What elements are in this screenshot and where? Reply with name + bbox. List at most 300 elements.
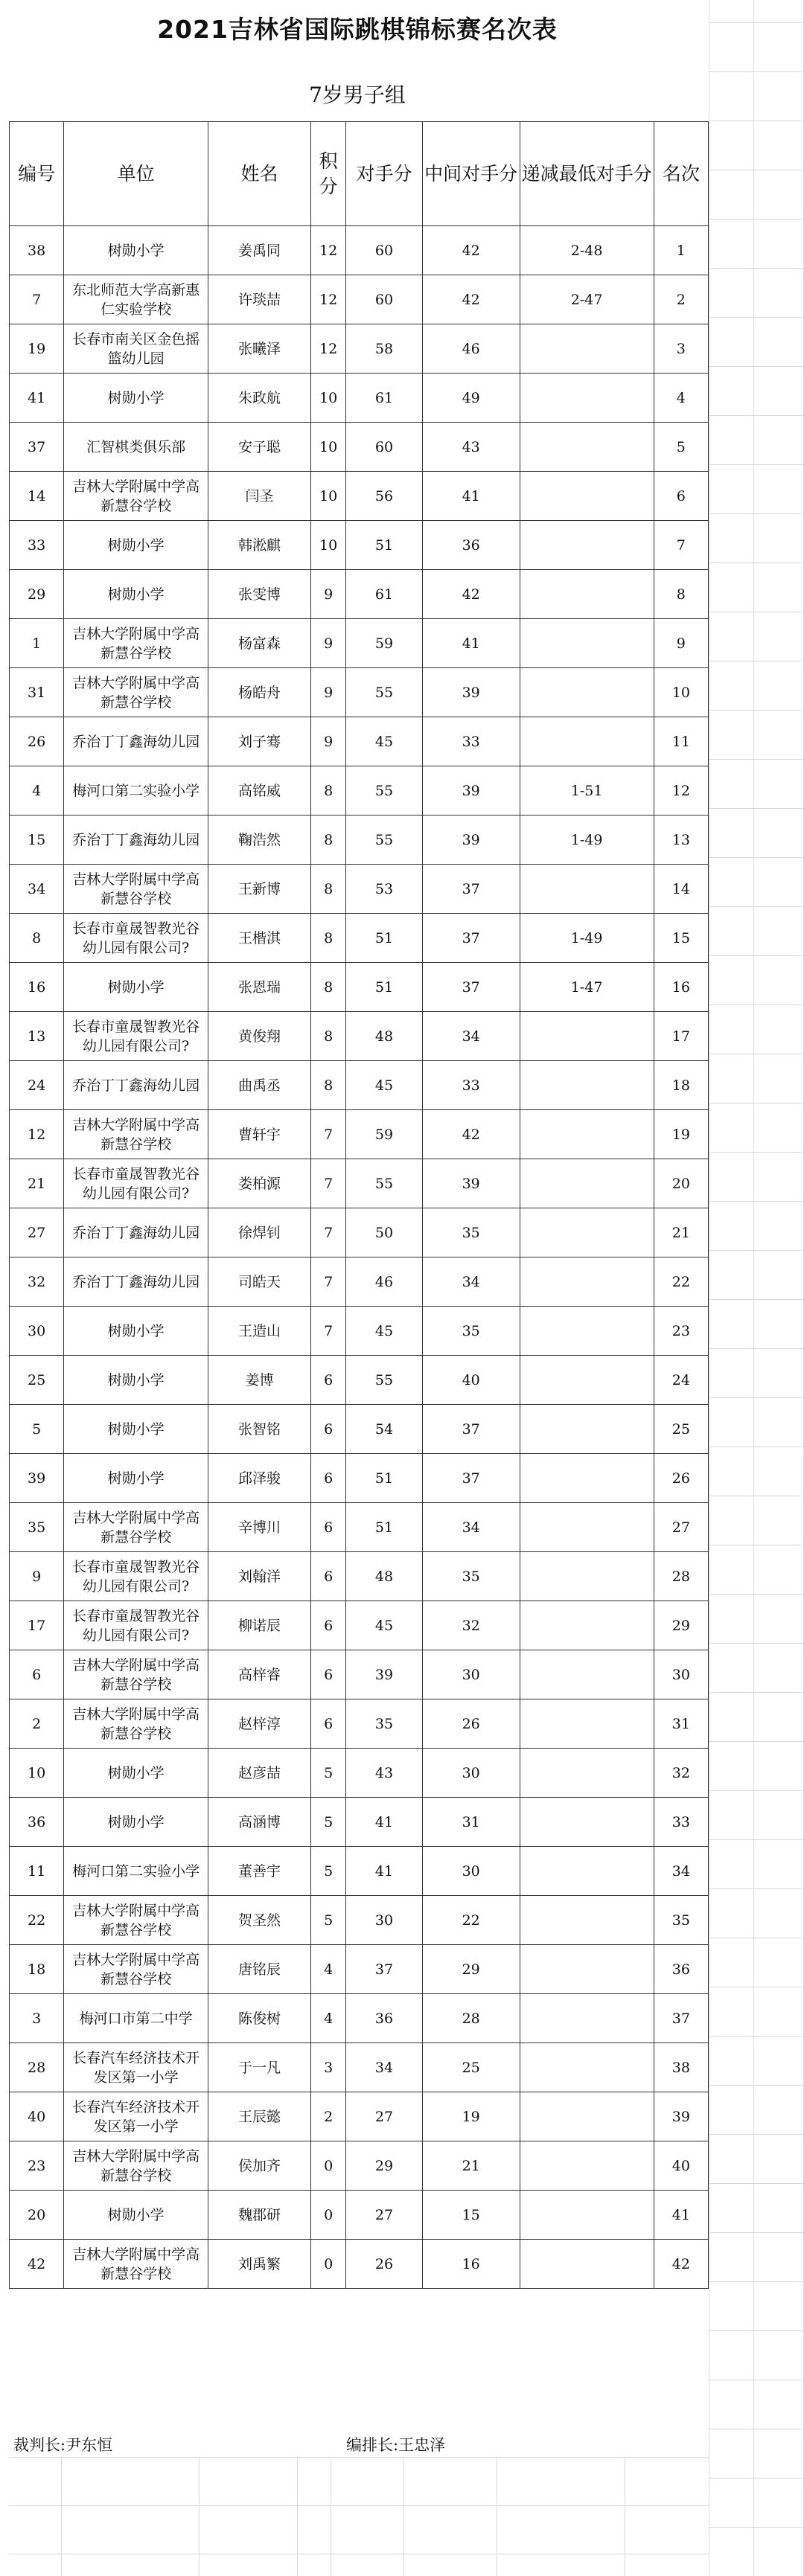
cell-unit-text: 梅河口市第二中学 bbox=[79, 2010, 193, 2027]
cell-unit-text: 长春市童晟智教光谷幼儿园有限公司? bbox=[72, 1018, 200, 1054]
cell-rank: 1 bbox=[654, 226, 708, 275]
cell-median-opponent-score: 31 bbox=[422, 1798, 520, 1847]
cell-cut-lowest-opponent-score bbox=[520, 1601, 654, 1650]
cell-number: 10 bbox=[10, 1749, 64, 1798]
cell-median-opponent-score: 36 bbox=[422, 521, 520, 570]
cell-unit bbox=[64, 1798, 208, 1847]
cell-median-opponent-score: 33 bbox=[422, 1061, 520, 1110]
cell-cut-lowest-opponent-score bbox=[520, 1159, 654, 1208]
cell-name: 侯加齐 bbox=[208, 2141, 310, 2191]
col-header-opponent-score: 对手分 bbox=[346, 122, 423, 226]
cell-name: 姜博 bbox=[208, 1356, 310, 1405]
col-header-name: 姓名 bbox=[208, 122, 310, 226]
cell-points: 8 bbox=[311, 766, 346, 816]
cell-cut-lowest-opponent-score bbox=[520, 668, 654, 717]
cell-points: 5 bbox=[311, 1749, 346, 1798]
cell-median-opponent-score: 49 bbox=[422, 374, 520, 423]
cell-cut-lowest-opponent-score bbox=[520, 521, 654, 570]
cell-cut-lowest-opponent-score bbox=[520, 2043, 654, 2092]
cell-rank: 15 bbox=[654, 914, 708, 963]
cell-opponent-score: 27 bbox=[346, 2092, 423, 2141]
cell-opponent-score: 41 bbox=[346, 1798, 423, 1847]
results-table bbox=[9, 121, 709, 2289]
cell-unit bbox=[64, 1650, 208, 1699]
cell-cut-lowest-opponent-score bbox=[520, 1896, 654, 1945]
table-row bbox=[10, 1307, 709, 1356]
table-row bbox=[10, 521, 709, 570]
cell-number: 9 bbox=[10, 1552, 64, 1601]
cell-unit-text: 长春市童晟智教光谷幼儿园有限公司? bbox=[72, 1165, 200, 1202]
cell-cut-lowest-opponent-score bbox=[520, 1650, 654, 1699]
cell-unit-text: 吉林大学附属中学高新慧谷学校 bbox=[72, 1656, 200, 1693]
cell-opponent-score: 48 bbox=[346, 1012, 423, 1061]
cell-cut-lowest-opponent-score bbox=[520, 1307, 654, 1356]
cell-median-opponent-score: 41 bbox=[422, 472, 520, 521]
cell-rank: 3 bbox=[654, 324, 708, 374]
cell-name: 曲禹丞 bbox=[208, 1061, 310, 1110]
cell-median-opponent-score: 21 bbox=[422, 2141, 520, 2191]
cell-median-opponent-score: 26 bbox=[422, 1699, 520, 1749]
cell-opponent-score: 50 bbox=[346, 1208, 423, 1257]
cell-cut-lowest-opponent-score bbox=[520, 1699, 654, 1749]
cell-opponent-score: 45 bbox=[346, 1307, 423, 1356]
cell-unit bbox=[64, 1061, 208, 1110]
cell-points: 2 bbox=[311, 2092, 346, 2141]
cell-number: 30 bbox=[10, 1307, 64, 1356]
cell-number: 39 bbox=[10, 1454, 64, 1503]
table-row bbox=[10, 1699, 709, 1749]
cell-median-opponent-score: 30 bbox=[422, 1749, 520, 1798]
cell-name: 许琰喆 bbox=[208, 275, 310, 324]
cell-points: 6 bbox=[311, 1650, 346, 1699]
cell-opponent-score: 59 bbox=[346, 619, 423, 668]
cell-opponent-score: 54 bbox=[346, 1405, 423, 1454]
cell-median-opponent-score: 43 bbox=[422, 423, 520, 472]
cell-cut-lowest-opponent-score bbox=[520, 423, 654, 472]
cell-median-opponent-score: 46 bbox=[422, 324, 520, 374]
cell-name: 张曦泽 bbox=[208, 324, 310, 374]
page-title: 2021吉林省国际跳棋锦标赛名次表 bbox=[157, 15, 558, 44]
cell-rank: 4 bbox=[654, 374, 708, 423]
cell-unit-text: 吉林大学附属中学高新慧谷学校 bbox=[72, 1902, 200, 1938]
cell-points: 8 bbox=[311, 865, 346, 914]
cell-unit-text: 吉林大学附属中学高新慧谷学校 bbox=[72, 1116, 200, 1153]
cell-rank: 20 bbox=[654, 1159, 708, 1208]
cell-name: 辛博川 bbox=[208, 1503, 310, 1552]
cell-unit bbox=[64, 2043, 208, 2092]
cell-cut-lowest-opponent-score: 1-49 bbox=[520, 816, 654, 865]
cell-unit bbox=[64, 914, 208, 963]
cell-rank: 25 bbox=[654, 1405, 708, 1454]
cell-points: 8 bbox=[311, 816, 346, 865]
cell-unit-text: 树勋小学 bbox=[107, 586, 165, 603]
cell-number: 18 bbox=[10, 1945, 64, 1994]
cell-number: 38 bbox=[10, 226, 64, 275]
cell-number: 15 bbox=[10, 816, 64, 865]
cell-points: 8 bbox=[311, 963, 346, 1012]
cell-number: 11 bbox=[10, 1847, 64, 1896]
col-header-cut-lowest-opponent-score: 递减最低对手分 bbox=[520, 122, 654, 226]
cell-median-opponent-score: 28 bbox=[422, 1994, 520, 2043]
cell-rank: 31 bbox=[654, 1699, 708, 1749]
table-row bbox=[10, 226, 709, 275]
cell-median-opponent-score: 37 bbox=[422, 963, 520, 1012]
cell-unit bbox=[64, 1945, 208, 1994]
cell-opponent-score: 37 bbox=[346, 1945, 423, 1994]
cell-cut-lowest-opponent-score bbox=[520, 1405, 654, 1454]
cell-cut-lowest-opponent-score bbox=[520, 2141, 654, 2191]
cell-median-opponent-score: 37 bbox=[422, 914, 520, 963]
col-header-unit: 单位 bbox=[64, 122, 208, 226]
cell-unit bbox=[64, 1208, 208, 1257]
cell-rank: 23 bbox=[654, 1307, 708, 1356]
cell-unit bbox=[64, 1356, 208, 1405]
cell-median-opponent-score: 35 bbox=[422, 1552, 520, 1601]
cell-points: 0 bbox=[311, 2240, 346, 2289]
cell-number: 13 bbox=[10, 1012, 64, 1061]
cell-points: 7 bbox=[311, 1159, 346, 1208]
cell-name: 姜禹同 bbox=[208, 226, 310, 275]
table-row bbox=[10, 865, 709, 914]
cell-unit bbox=[64, 1307, 208, 1356]
cell-number: 22 bbox=[10, 1896, 64, 1945]
table-row bbox=[10, 816, 709, 865]
cell-unit-text: 乔治丁丁鑫海幼儿园 bbox=[72, 733, 200, 750]
cell-opponent-score: 51 bbox=[346, 963, 423, 1012]
cell-unit bbox=[64, 1601, 208, 1650]
cell-opponent-score: 61 bbox=[346, 374, 423, 423]
cell-cut-lowest-opponent-score bbox=[520, 2240, 654, 2289]
cell-number: 23 bbox=[10, 2141, 64, 2191]
cell-number: 41 bbox=[10, 374, 64, 423]
cell-cut-lowest-opponent-score bbox=[520, 1503, 654, 1552]
table-row bbox=[10, 766, 709, 816]
cell-rank: 19 bbox=[654, 1110, 708, 1159]
cell-median-opponent-score: 15 bbox=[422, 2191, 520, 2240]
col-header-rank: 名次 bbox=[654, 122, 708, 226]
cell-unit-text: 树勋小学 bbox=[107, 978, 165, 996]
cell-name: 曹轩宇 bbox=[208, 1110, 310, 1159]
header-row bbox=[10, 122, 709, 226]
cell-number: 14 bbox=[10, 472, 64, 521]
cell-median-opponent-score: 40 bbox=[422, 1356, 520, 1405]
cell-points: 7 bbox=[311, 1208, 346, 1257]
col-header-number: 编号 bbox=[10, 122, 64, 226]
cell-opponent-score: 60 bbox=[346, 226, 423, 275]
referee-label: 裁判长:尹东恒 bbox=[13, 2436, 113, 2454]
cell-number: 19 bbox=[10, 324, 64, 374]
cell-number: 32 bbox=[10, 1257, 64, 1307]
cell-median-opponent-score: 32 bbox=[422, 1601, 520, 1650]
cell-unit bbox=[64, 1110, 208, 1159]
cell-opponent-score: 27 bbox=[346, 2191, 423, 2240]
cell-opponent-score: 45 bbox=[346, 1061, 423, 1110]
cell-rank: 28 bbox=[654, 1552, 708, 1601]
cell-unit-text: 树勋小学 bbox=[107, 1322, 165, 1339]
cell-unit-text: 长春市南关区金色摇篮幼儿园 bbox=[72, 330, 200, 367]
cell-number: 5 bbox=[10, 1405, 64, 1454]
cell-median-opponent-score: 19 bbox=[422, 2092, 520, 2141]
cell-name: 黄俊翔 bbox=[208, 1012, 310, 1061]
table-row bbox=[10, 1650, 709, 1699]
table-row bbox=[10, 717, 709, 766]
cell-unit bbox=[64, 1552, 208, 1601]
cell-number: 34 bbox=[10, 865, 64, 914]
cell-cut-lowest-opponent-score bbox=[520, 1012, 654, 1061]
cell-number: 8 bbox=[10, 914, 64, 963]
cell-name: 张恩瑞 bbox=[208, 963, 310, 1012]
cell-points: 9 bbox=[311, 570, 346, 619]
arranger-label: 编排长:王忠泽 bbox=[346, 2436, 446, 2454]
cell-number: 26 bbox=[10, 717, 64, 766]
cell-rank: 38 bbox=[654, 2043, 708, 2092]
table-row bbox=[10, 1994, 709, 2043]
cell-name: 朱政航 bbox=[208, 374, 310, 423]
cell-rank: 32 bbox=[654, 1749, 708, 1798]
cell-cut-lowest-opponent-score bbox=[520, 570, 654, 619]
cell-number: 4 bbox=[10, 766, 64, 816]
cell-name: 董善宇 bbox=[208, 1847, 310, 1896]
cell-unit bbox=[64, 1257, 208, 1307]
cell-median-opponent-score: 30 bbox=[422, 1650, 520, 1699]
table-row bbox=[10, 1945, 709, 1994]
cell-name: 贺圣然 bbox=[208, 1896, 310, 1945]
cell-number: 31 bbox=[10, 668, 64, 717]
cell-opponent-score: 61 bbox=[346, 570, 423, 619]
cell-median-opponent-score: 35 bbox=[422, 1208, 520, 1257]
table-row bbox=[10, 668, 709, 717]
table-row bbox=[10, 1012, 709, 1061]
cell-opponent-score: 39 bbox=[346, 1650, 423, 1699]
cell-unit-text: 梅河口第二实验小学 bbox=[72, 782, 200, 799]
cell-unit-text: 梅河口第二实验小学 bbox=[72, 1862, 200, 1880]
cell-opponent-score: 30 bbox=[346, 1896, 423, 1945]
cell-points: 6 bbox=[311, 1552, 346, 1601]
cell-cut-lowest-opponent-score bbox=[520, 1994, 654, 2043]
cell-name: 刘翰洋 bbox=[208, 1552, 310, 1601]
cell-rank: 11 bbox=[654, 717, 708, 766]
table-row bbox=[10, 1110, 709, 1159]
cell-rank: 10 bbox=[654, 668, 708, 717]
cell-unit bbox=[64, 226, 208, 275]
cell-points: 9 bbox=[311, 668, 346, 717]
table-row bbox=[10, 472, 709, 521]
cell-cut-lowest-opponent-score bbox=[520, 1356, 654, 1405]
cell-number: 29 bbox=[10, 570, 64, 619]
cell-unit-text: 长春汽车经济技术开发区第一小学 bbox=[72, 2098, 200, 2135]
cell-rank: 29 bbox=[654, 1601, 708, 1650]
cell-points: 6 bbox=[311, 1699, 346, 1749]
table-row bbox=[10, 1749, 709, 1798]
cell-unit bbox=[64, 668, 208, 717]
table-row bbox=[10, 1503, 709, 1552]
cell-unit bbox=[64, 816, 208, 865]
cell-name: 魏郡研 bbox=[208, 2191, 310, 2240]
cell-name: 鞠浩然 bbox=[208, 816, 310, 865]
cell-rank: 35 bbox=[654, 1896, 708, 1945]
cell-opponent-score: 55 bbox=[346, 1159, 423, 1208]
cell-cut-lowest-opponent-score bbox=[520, 1749, 654, 1798]
cell-name: 刘禹繁 bbox=[208, 2240, 310, 2289]
cell-median-opponent-score: 16 bbox=[422, 2240, 520, 2289]
cell-median-opponent-score: 33 bbox=[422, 717, 520, 766]
cell-opponent-score: 45 bbox=[346, 1601, 423, 1650]
cell-name: 赵彦喆 bbox=[208, 1749, 310, 1798]
cell-unit-text: 乔治丁丁鑫海幼儿园 bbox=[72, 1273, 200, 1290]
cell-unit bbox=[64, 717, 208, 766]
cell-name: 刘子骞 bbox=[208, 717, 310, 766]
cell-opponent-score: 26 bbox=[346, 2240, 423, 2289]
cell-number: 25 bbox=[10, 1356, 64, 1405]
table-row bbox=[10, 2191, 709, 2240]
table-row bbox=[10, 2141, 709, 2191]
cell-opponent-score: 56 bbox=[346, 472, 423, 521]
cell-unit bbox=[64, 865, 208, 914]
cell-points: 10 bbox=[311, 374, 346, 423]
cell-points: 12 bbox=[311, 324, 346, 374]
table-row bbox=[10, 1208, 709, 1257]
cell-rank: 12 bbox=[654, 766, 708, 816]
results-body bbox=[10, 226, 709, 2289]
cell-points: 9 bbox=[311, 619, 346, 668]
cell-number: 24 bbox=[10, 1061, 64, 1110]
cell-points: 5 bbox=[311, 1847, 346, 1896]
table-row bbox=[10, 619, 709, 668]
cell-cut-lowest-opponent-score bbox=[520, 1454, 654, 1503]
cell-unit-text: 乔治丁丁鑫海幼儿园 bbox=[72, 831, 200, 848]
cell-opponent-score: 58 bbox=[346, 324, 423, 374]
cell-points: 6 bbox=[311, 1503, 346, 1552]
cell-number: 37 bbox=[10, 423, 64, 472]
cell-cut-lowest-opponent-score bbox=[520, 374, 654, 423]
cell-cut-lowest-opponent-score bbox=[520, 1552, 654, 1601]
cell-points: 8 bbox=[311, 1012, 346, 1061]
cell-unit bbox=[64, 2092, 208, 2141]
cell-rank: 34 bbox=[654, 1847, 708, 1896]
cell-rank: 22 bbox=[654, 1257, 708, 1307]
cell-median-opponent-score: 37 bbox=[422, 1454, 520, 1503]
cell-median-opponent-score: 34 bbox=[422, 1012, 520, 1061]
table-row bbox=[10, 1257, 709, 1307]
cell-unit bbox=[64, 521, 208, 570]
cell-points: 8 bbox=[311, 914, 346, 963]
table-row bbox=[10, 1356, 709, 1405]
cell-points: 4 bbox=[311, 1945, 346, 1994]
cell-median-opponent-score: 22 bbox=[422, 1896, 520, 1945]
table-row bbox=[10, 914, 709, 963]
table-row bbox=[10, 2092, 709, 2141]
cell-name: 司皓天 bbox=[208, 1257, 310, 1307]
cell-unit-text: 长春汽车经济技术开发区第一小学 bbox=[72, 2049, 200, 2086]
cell-name: 柳诺辰 bbox=[208, 1601, 310, 1650]
cell-rank: 39 bbox=[654, 2092, 708, 2141]
cell-unit bbox=[64, 766, 208, 816]
cell-unit bbox=[64, 1012, 208, 1061]
cell-points: 12 bbox=[311, 226, 346, 275]
cell-rank: 26 bbox=[654, 1454, 708, 1503]
table-row bbox=[10, 1798, 709, 1847]
cell-name: 高梓睿 bbox=[208, 1650, 310, 1699]
cell-unit-text: 树勋小学 bbox=[107, 536, 165, 554]
cell-name: 赵梓淳 bbox=[208, 1699, 310, 1749]
cell-opponent-score: 45 bbox=[346, 717, 423, 766]
cell-opponent-score: 46 bbox=[346, 1257, 423, 1307]
cell-name: 娄柏源 bbox=[208, 1159, 310, 1208]
cell-number: 17 bbox=[10, 1601, 64, 1650]
cell-name: 韩淞麒 bbox=[208, 521, 310, 570]
cell-name: 徐焊钊 bbox=[208, 1208, 310, 1257]
cell-unit bbox=[64, 570, 208, 619]
cell-points: 3 bbox=[311, 2043, 346, 2092]
cell-cut-lowest-opponent-score: 1-51 bbox=[520, 766, 654, 816]
cell-points: 6 bbox=[311, 1454, 346, 1503]
cell-opponent-score: 41 bbox=[346, 1847, 423, 1896]
cell-median-opponent-score: 37 bbox=[422, 1405, 520, 1454]
cell-unit bbox=[64, 2240, 208, 2289]
cell-cut-lowest-opponent-score: 1-49 bbox=[520, 914, 654, 963]
cell-unit-text: 吉林大学附属中学高新慧谷学校 bbox=[72, 2246, 200, 2282]
cell-median-opponent-score: 34 bbox=[422, 1257, 520, 1307]
cell-rank: 40 bbox=[654, 2141, 708, 2191]
cell-median-opponent-score: 37 bbox=[422, 865, 520, 914]
spreadsheet-grid bbox=[709, 0, 804, 2576]
cell-cut-lowest-opponent-score bbox=[520, 1847, 654, 1896]
cell-number: 7 bbox=[10, 275, 64, 324]
cell-rank: 2 bbox=[654, 275, 708, 324]
cell-median-opponent-score: 42 bbox=[422, 275, 520, 324]
table-row bbox=[10, 374, 709, 423]
cell-median-opponent-score: 42 bbox=[422, 570, 520, 619]
cell-cut-lowest-opponent-score bbox=[520, 865, 654, 914]
cell-unit bbox=[64, 2141, 208, 2191]
table-row bbox=[10, 1405, 709, 1454]
cell-number: 1 bbox=[10, 619, 64, 668]
cell-opponent-score: 55 bbox=[346, 766, 423, 816]
cell-unit bbox=[64, 2191, 208, 2240]
cell-cut-lowest-opponent-score bbox=[520, 324, 654, 374]
cell-unit bbox=[64, 472, 208, 521]
cell-unit-text: 吉林大学附属中学高新慧谷学校 bbox=[72, 625, 200, 661]
cell-number: 27 bbox=[10, 1208, 64, 1257]
cell-unit-text: 长春市童晟智教光谷幼儿园有限公司? bbox=[72, 920, 200, 956]
cell-opponent-score: 55 bbox=[346, 668, 423, 717]
cell-opponent-score: 53 bbox=[346, 865, 423, 914]
cell-number: 28 bbox=[10, 2043, 64, 2092]
cell-number: 2 bbox=[10, 1699, 64, 1749]
cell-cut-lowest-opponent-score: 1-47 bbox=[520, 963, 654, 1012]
cell-cut-lowest-opponent-score bbox=[520, 1257, 654, 1307]
table-row bbox=[10, 1847, 709, 1896]
cell-points: 6 bbox=[311, 1601, 346, 1650]
cell-unit bbox=[64, 1847, 208, 1896]
cell-unit-text: 吉林大学附属中学高新慧谷学校 bbox=[72, 1951, 200, 1987]
cell-cut-lowest-opponent-score bbox=[520, 717, 654, 766]
cell-opponent-score: 29 bbox=[346, 2141, 423, 2191]
cell-name: 张智铭 bbox=[208, 1405, 310, 1454]
cell-rank: 16 bbox=[654, 963, 708, 1012]
cell-rank: 41 bbox=[654, 2191, 708, 2240]
cell-unit bbox=[64, 374, 208, 423]
cell-rank: 5 bbox=[654, 423, 708, 472]
cell-unit-text: 汇智棋类俱乐部 bbox=[86, 438, 186, 455]
cell-rank: 21 bbox=[654, 1208, 708, 1257]
cell-points: 7 bbox=[311, 1257, 346, 1307]
cell-points: 6 bbox=[311, 1405, 346, 1454]
cell-rank: 13 bbox=[654, 816, 708, 865]
cell-points: 9 bbox=[311, 717, 346, 766]
cell-unit-text: 树勋小学 bbox=[107, 1420, 165, 1438]
cell-points: 0 bbox=[311, 2191, 346, 2240]
